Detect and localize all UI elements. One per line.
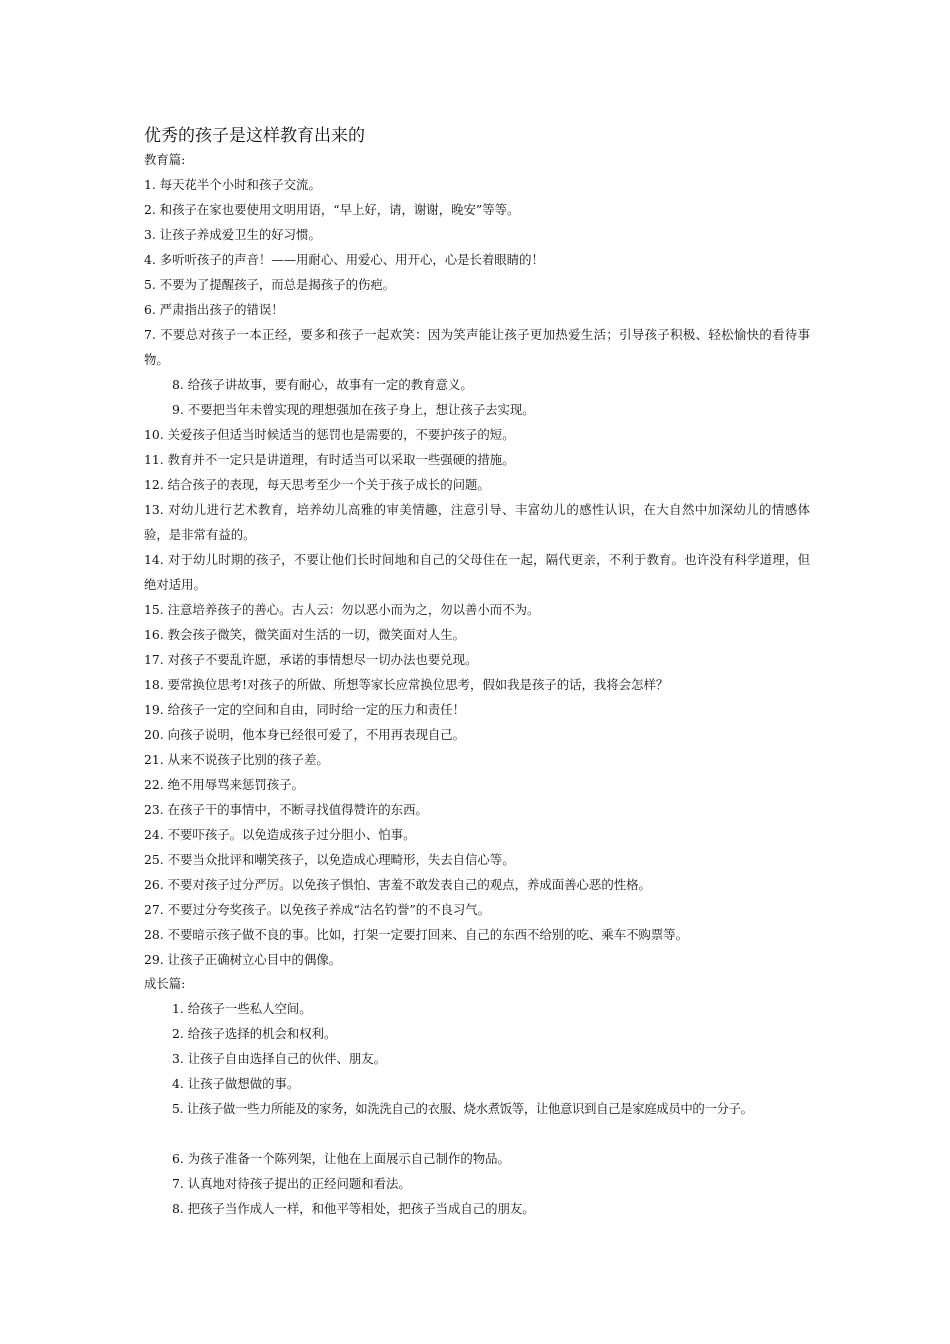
list-item: 1. 每天花半个小时和孩子交流。 — [144, 177, 321, 192]
list-spacer — [144, 1121, 814, 1146]
list-item: 22. 绝不用辱骂来惩罚孩子。 — [144, 777, 304, 792]
list-item: 8. 把孩子当作成人一样，和他平等相处，把孩子当成自己的朋友。 — [172, 1201, 535, 1216]
list-item: 8. 给孩子讲故事，要有耐心，故事有一定的教育意义。 — [172, 377, 473, 392]
list-item: 17. 对孩子不要乱许愿，承诺的事情想尽一切办法也要兑现。 — [144, 652, 478, 667]
list-item: 7. 认真地对待孩子提出的正经问题和看法。 — [172, 1176, 411, 1191]
education-list — [144, 172, 814, 972]
list-item: 11. 教育并不一定只是讲道理，有时适当可以采取一些强硬的措施。 — [144, 452, 515, 467]
list-item: 4. 让孩子做想做的事。 — [172, 1076, 300, 1091]
list-item: 6. 严肃指出孩子的错误！ — [144, 302, 284, 317]
list-item: 28. 不要暗示孩子做不良的事。比如，打架一定要打回来、自己的东西不给别的吃、乘车不购票等。 — [144, 927, 689, 942]
growth-section-heading: 成长篇: — [144, 976, 186, 991]
list-item: 12. 结合孩子的表现，每天思考至少一个关于孩子成长的问题。 — [144, 477, 490, 492]
list-item: 1. 给孩子一些私人空间。 — [172, 1001, 312, 1016]
list-item: 7. 不要总对孩子一本正经，要多和孩子一起欢笑：因为笑声能让孩子更加热爱生活；引导孩子积极、轻松愉快的看待事物。 — [144, 327, 810, 367]
document-page — [144, 124, 814, 1221]
education-section-heading: 教育篇: — [144, 152, 186, 167]
list-item: 13. 对幼儿进行艺术教育，培养幼儿高雅的审美情趣，注意引导、丰富幼儿的感性认识，在大自然中加深幼儿的情感体验，是非常有益的。 — [144, 502, 810, 542]
list-item: 14. 对于幼儿时期的孩子，不要让他们长时间地和自己的父母住在一起，隔代更亲，不利于教育。也许没有科学道理，但绝对适用。 — [144, 552, 810, 592]
list-item: 3. 让孩子养成爱卫生的好习惯。 — [144, 227, 321, 242]
list-item: 6. 为孩子准备一个陈列架，让他在上面展示自己制作的物品。 — [172, 1151, 510, 1166]
list-item: 29. 让孩子正确树立心目中的偶像。 — [144, 952, 342, 967]
list-item: 3. 让孩子自由选择自己的伙伴、朋友。 — [172, 1051, 387, 1066]
list-item: 9. 不要把当年未曾实现的理想强加在孩子身上，想让孩子去实现。 — [172, 402, 535, 417]
list-item: 27. 不要过分夸奖孩子。以免孩子养成“沽名钓誉”的不良习气。 — [144, 902, 491, 917]
growth-list — [144, 996, 814, 1221]
list-item: 2. 和孩子在家也要使用文明用语，“早上好，请，谢谢，晚安”等等。 — [144, 202, 520, 217]
document-title: 优秀的孩子是这样教育出来的 — [144, 126, 365, 146]
list-item: 15. 注意培养孩子的善心。古人云：勿以恶小而为之，勿以善小而不为。 — [144, 602, 540, 617]
list-item: 26. 不要对孩子过分严厉。以免孩子惧怕、害羞不敢发表自己的观点，养成面善心恶的性格。 — [144, 877, 651, 892]
list-item: 18. 要常换位思考!对孩子的所做、所想等家长应常换位思考，假如我是孩子的话，我将会怎样？ — [144, 677, 669, 692]
list-item: 25. 不要当众批评和嘲笑孩子，以免造成心理畸形，失去自信心等。 — [144, 852, 515, 867]
list-item: 10. 关爱孩子但适当时候适当的惩罚也是需要的，不要护孩子的短。 — [144, 427, 515, 442]
list-item: 19. 给孩子一定的空间和自由，同时给一定的压力和责任！ — [144, 702, 466, 717]
list-item: 16. 教会孩子微笑，微笑面对生活的一切，微笑面对人生。 — [144, 627, 466, 642]
list-item: 5. 不要为了提醒孩子，而总是揭孩子的伤疤。 — [144, 277, 396, 292]
list-item: 20. 向孩子说明，他本身已经很可爱了，不用再表现自己。 — [144, 727, 466, 742]
list-item: 21. 从来不说孩子比别的孩子差。 — [144, 752, 329, 767]
list-item: 5. 让孩子做一些力所能及的家务，如洗洗自己的衣服、烧水煮饭等，让他意识到自己是家庭成员中的一分子。 — [172, 1101, 753, 1116]
list-item: 4. 多听听孩子的声音！——用耐心、用爱心、用开心，心是长着眼睛的！ — [144, 252, 544, 267]
list-item: 24. 不要吓孩子。以免造成孩子过分胆小、怕事。 — [144, 827, 416, 842]
list-item: 2. 给孩子选择的机会和权利。 — [172, 1026, 337, 1041]
list-item: 23. 在孩子干的事情中，不断寻找值得赞许的东西。 — [144, 802, 428, 817]
